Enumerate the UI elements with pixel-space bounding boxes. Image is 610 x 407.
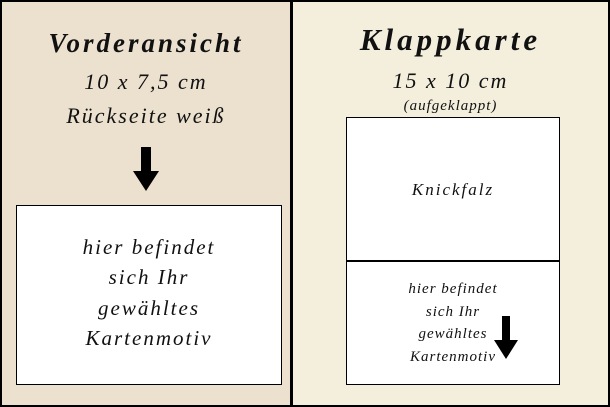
front-card-motif-text bbox=[17, 232, 281, 354]
motif-line: Kartenmotiv bbox=[410, 348, 496, 365]
arrow-shaft bbox=[141, 147, 151, 173]
motif-line: hier befindet bbox=[408, 281, 498, 297]
left-panel-back-note: Rückseite weiß bbox=[66, 103, 226, 128]
motif-line: Kartenmotiv bbox=[85, 326, 213, 351]
right-panel-sub-note: (aufgeklappt) bbox=[403, 98, 498, 114]
left-panel-front-view bbox=[2, 2, 290, 405]
right-panel-size: 15 x 10 cm bbox=[392, 68, 509, 93]
motif-line: sich Ihr bbox=[425, 303, 481, 320]
motif-line: hier befindet bbox=[82, 235, 216, 259]
front-card-preview bbox=[16, 205, 282, 385]
fold-line bbox=[347, 260, 559, 262]
fold-line-label: Knickfalz bbox=[411, 180, 495, 199]
folded-card-preview bbox=[346, 117, 560, 385]
arrow-head bbox=[133, 171, 159, 191]
folded-card-motif-text bbox=[347, 278, 559, 368]
motif-line: sich Ihr bbox=[108, 265, 190, 290]
motif-line: gewähltes bbox=[98, 295, 200, 320]
right-panel-title: Klappkarte bbox=[359, 22, 542, 57]
left-panel-size: 10 x 7,5 cm bbox=[84, 69, 208, 94]
right-panel-folded-card bbox=[293, 2, 608, 405]
left-panel-title: Vorderansicht bbox=[48, 28, 244, 58]
motif-line: gewähltes bbox=[418, 326, 488, 342]
